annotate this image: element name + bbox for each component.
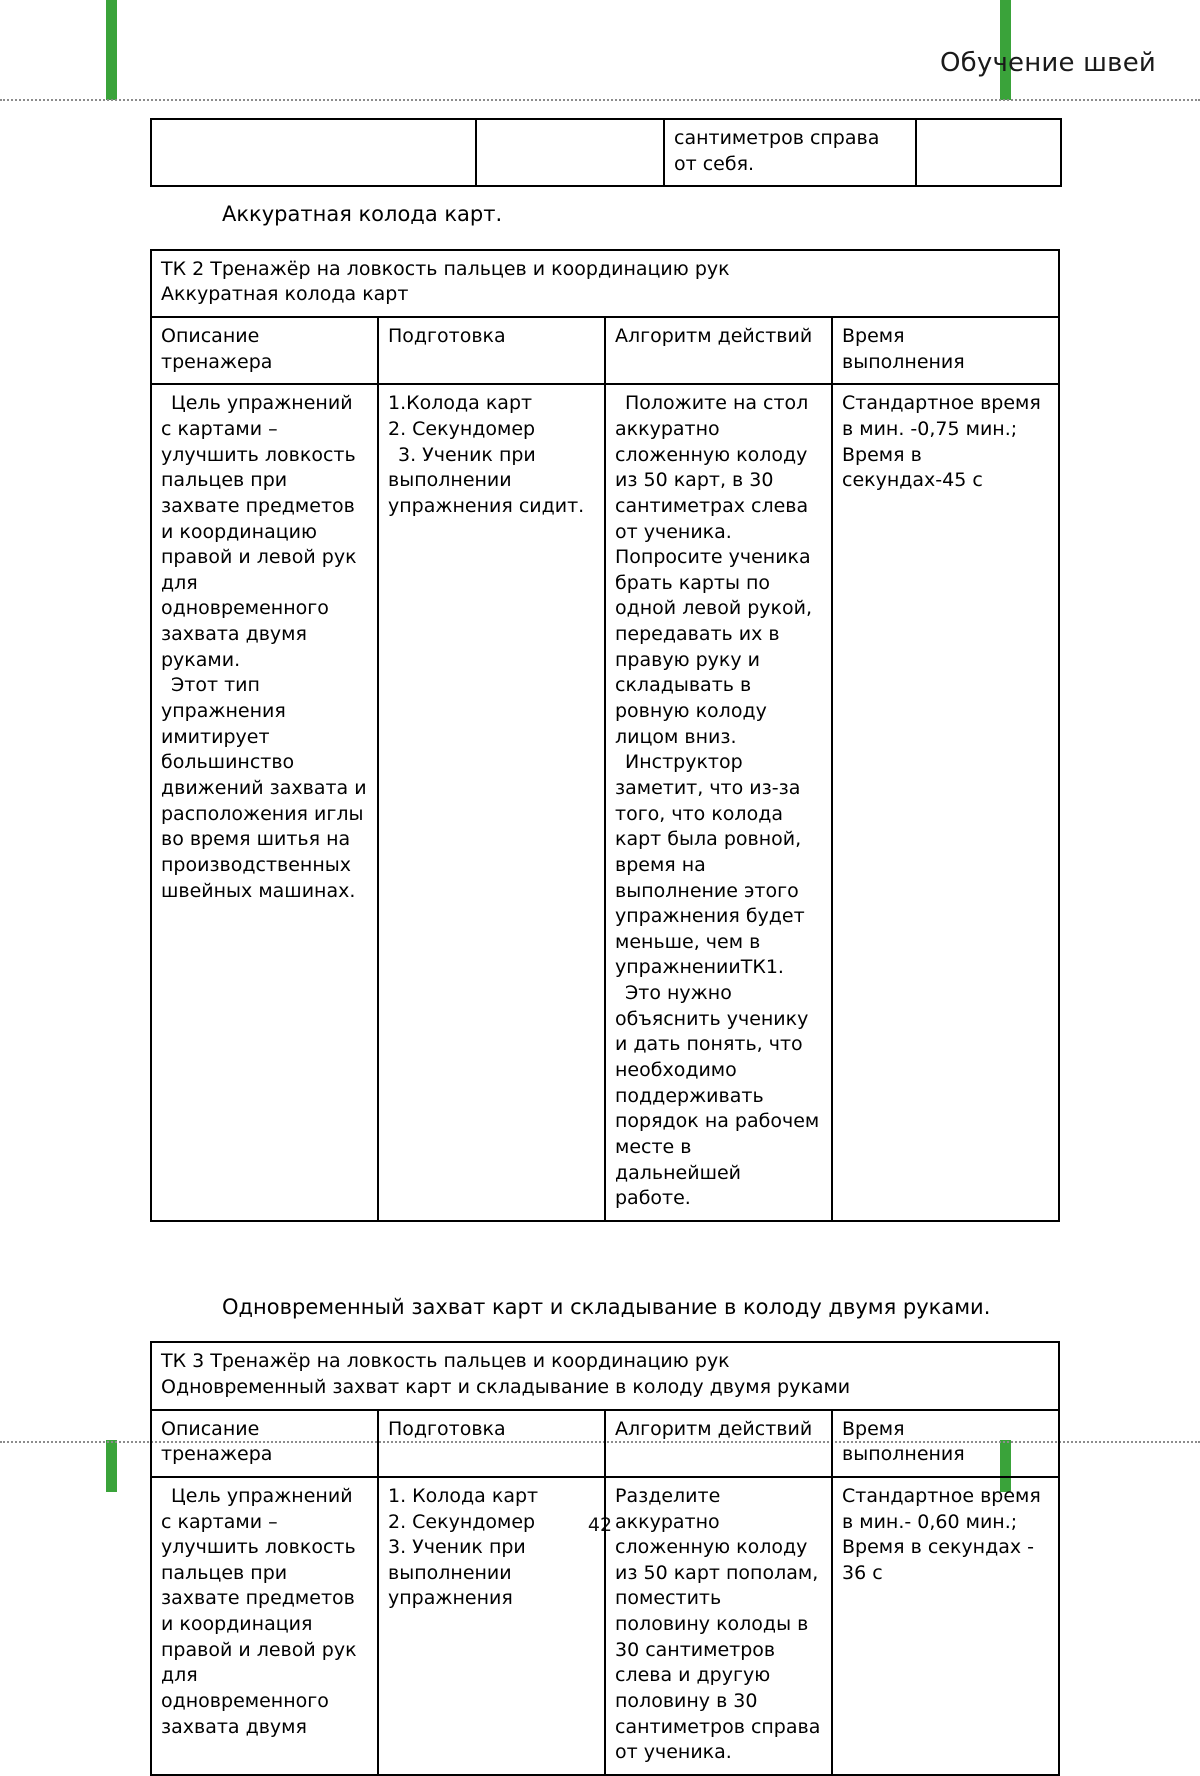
tk2-cell-preparation xyxy=(378,384,605,1221)
tk2-algorithm-p1: Положите на стол аккуратно сложенную колоду из 50 карт, в 30 сантиметрах слева от ученика. xyxy=(615,392,809,543)
page-content xyxy=(150,118,1060,1776)
header-divider xyxy=(0,99,1200,101)
tk3-header-time-line1: Время xyxy=(842,1417,905,1440)
tk2-title-line2: Аккуратная колода карт xyxy=(161,283,409,306)
page-header-title: Обучение швей xyxy=(939,48,1156,78)
tk2-title-cell xyxy=(151,250,1059,317)
table-row xyxy=(151,119,1061,186)
tk2-cell-time xyxy=(832,384,1059,1221)
tk2-table xyxy=(150,249,1060,1222)
tk2-cell-algorithm xyxy=(605,384,832,1221)
tk3-table xyxy=(150,1341,1060,1776)
tk3-body-row xyxy=(151,1477,1059,1775)
tk3-cell-preparation xyxy=(378,1477,605,1775)
tk2-preparation-p3: 3. Ученик при выполнении упражнения сидит. xyxy=(388,443,585,517)
tk2-cell-description xyxy=(151,384,378,1221)
tk2-header-time-line1: Время xyxy=(842,325,905,348)
tk3-header-time-line2: выполнения xyxy=(842,1443,965,1466)
tk3-preparation-p2: 2. Секундомер xyxy=(388,1510,536,1533)
tk3-algorithm-p1: Разделите аккуратно сложенную колоду из 50 карт пополам, поместить половину колоды в 30 сантиметров слева и другую половину в 30 сантиметров справа от ученика. xyxy=(615,1484,821,1764)
tk3-cell-description xyxy=(151,1477,378,1775)
tk2-header-algorithm: Алгоритм действий xyxy=(605,317,832,384)
tk2-description-p1: Цель упражнений с картами – улучшить ловкость пальцев при захвате предметов и координацию правой и левой рук для одновременного захвата двумя руками. xyxy=(161,392,357,671)
tk3-title-line2: Одновременный захват карт и складывание в колоду двумя руками xyxy=(161,1375,851,1398)
green-bar-bottom-left xyxy=(106,1440,117,1492)
tk3-header-description: Описание тренажера xyxy=(151,1410,378,1477)
caption-accurate-deck: Аккуратная колода карт. xyxy=(222,202,503,227)
tk2-title-row xyxy=(151,250,1059,317)
tk3-description-p1: Цель упражнений с картами – улучшить ловкость пальцев при захвате предметов и координация правой и левой рук для одновременного захвата двумя xyxy=(161,1484,357,1738)
tk2-time-p2: Время в секундах-45 с xyxy=(842,443,983,492)
tk3-time-p1: Стандартное время в мин.- 0,60 мин.; Время в секундах - 36 с xyxy=(842,1484,1041,1584)
tk2-header-time-line2: выполнения xyxy=(842,350,965,373)
tk3-header-row xyxy=(151,1410,1059,1477)
tk2-algorithm-p3: Инструктор заметит, что из-за того, что колода карт была ровной, время на выполнение этого упражнения будет меньше, чем в упражненииТК1. xyxy=(615,751,805,979)
tk2-description-p2: Этот тип упражнения имитирует большинство движений захвата и расположения иглы во время шитья на производственных швейных машинах. xyxy=(161,674,367,902)
tk3-header-preparation: Подготовка xyxy=(378,1410,605,1477)
tk2-header-row xyxy=(151,317,1059,384)
cell-empty-1 xyxy=(151,119,476,186)
continuation-table xyxy=(150,118,1062,187)
cell-empty-3 xyxy=(916,119,1061,186)
green-bar-top-left xyxy=(106,0,117,100)
tk2-header-description: Описание тренажера xyxy=(151,317,378,384)
tk3-header-time xyxy=(832,1410,1059,1477)
tk2-preparation-p1: 1.Колода карт xyxy=(388,392,533,415)
tk3-cell-time xyxy=(832,1477,1059,1775)
cell-empty-2 xyxy=(476,119,664,186)
tk2-preparation-p2: 2. Секундомер xyxy=(388,417,536,440)
cell-continuation-text: сантиметров справа от себя. xyxy=(664,119,916,186)
caption-simultaneous-grip: Одновременный захват карт и складывание в колоду двумя руками. xyxy=(222,1294,991,1319)
tk3-title-line1: ТК 3 Тренажёр на ловкость пальцев и координацию рук xyxy=(161,1350,730,1373)
tk2-header-preparation: Подготовка xyxy=(378,317,605,384)
tk3-header-algorithm: Алгоритм действий xyxy=(605,1410,832,1477)
tk2-algorithm-p2: Попросите ученика брать карты по одной левой рукой, передавать их в правую руку и складывать в ровную колоду лицом вниз. xyxy=(615,546,813,748)
tk2-body-row xyxy=(151,384,1059,1221)
tk3-preparation-p3: 3. Ученик при выполнении упражнения xyxy=(388,1536,526,1610)
page-number: 42 xyxy=(587,1514,613,1536)
tk2-time-p1: Стандартное время в мин. -0,75 мин.; xyxy=(842,392,1041,440)
tk3-title-row xyxy=(151,1342,1059,1409)
tk2-header-time xyxy=(832,317,1059,384)
tk3-cell-algorithm xyxy=(605,1477,832,1775)
tk2-algorithm-p4: Это нужно объяснить ученику и дать понять, что необходимо поддерживать порядок на рабочем месте в дальнейшей работе. xyxy=(615,982,820,1210)
tk3-title-cell xyxy=(151,1342,1059,1409)
spacer-1 xyxy=(150,1222,1060,1280)
tk3-preparation-p1: 1. Колода карт xyxy=(388,1484,539,1507)
tk2-title-line1: ТК 2 Тренажёр на ловкость пальцев и координацию рук xyxy=(161,257,730,280)
